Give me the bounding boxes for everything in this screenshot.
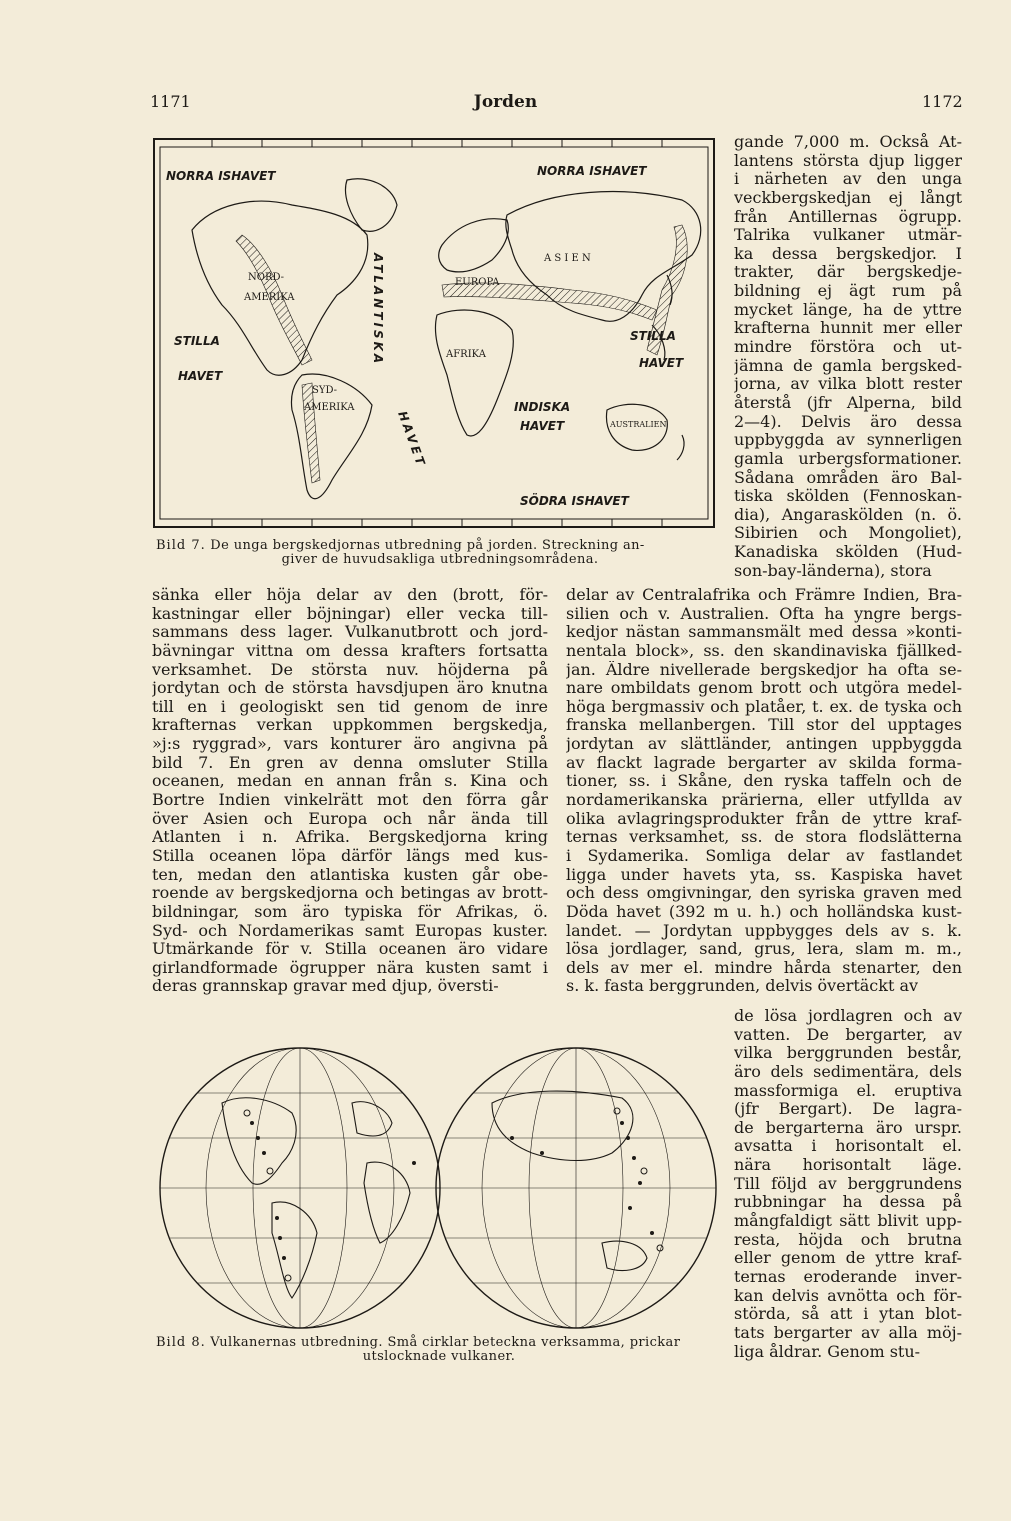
figure-7-caption-text: De unga bergskedjornas utbredning på jorden. Streckning an- (210, 538, 645, 553)
text-line: nära horisontalt läge. (734, 1156, 962, 1175)
text-line: ternas verksamhet, ss. de stora flodslätterna (566, 828, 962, 847)
text-line: oceanen, medan en annan från s. Kina och (152, 772, 548, 791)
figure-7-mountain-map (152, 135, 718, 531)
text-line: höga bergmassiv och platåer, t. ex. de tyska och (566, 697, 962, 716)
label-stilla-west: STILLA (174, 334, 220, 348)
text-right-top (734, 133, 962, 580)
text-line: delar av Centralafrika och Främre Indien, Bra- (566, 586, 962, 604)
label-havet-indian: HAVET (520, 419, 565, 433)
figure-7-caption (156, 539, 724, 567)
text-line: av flackt lagrade bergarter av skilda forma- (566, 753, 962, 772)
label-syd: SYD- (312, 385, 338, 396)
text-line: återstå (jfr Alperna, bild (734, 393, 962, 412)
text-line: de bergarterna äro urspr. (734, 1118, 962, 1137)
text-line: jämna de gamla bergsked- (734, 356, 962, 375)
text-line: resta, höjda och brutna (734, 1230, 962, 1249)
text-line: störda, så att i ytan blot- (734, 1305, 962, 1324)
text-line: deras grannskap gravar med djup, översti- (152, 977, 499, 996)
text-line: till en i geologiskt sen tid genom de inre (152, 697, 548, 716)
page-number-left: 1171 (150, 92, 191, 111)
label-australien: AUSTRALIEN (610, 420, 667, 429)
text-line: över Asien och Europa och når ända till (152, 809, 548, 828)
text-line: son-bay-länderna), stora (734, 561, 932, 580)
text-line: sänka eller höja delar av den (brott, för- (152, 586, 548, 604)
label-europa: EUROPA (455, 277, 500, 288)
text-line: kastningar eller böjningar) eller vecka till- (152, 604, 548, 623)
text-line: bildning ej ägt rum på (734, 282, 962, 301)
text-line: bildningar, som äro typiska för Afrikas, ö. (152, 902, 548, 921)
text-line: ka dessa bergskedjor. I (734, 244, 962, 263)
text-line: tiska skölden (Fennoskan- (734, 487, 962, 506)
text-line: nentala block», ss. den skandinaviska fjällked- (566, 641, 962, 660)
figure-8-volcano-map (152, 1043, 724, 1333)
label-amerika-north: AMERIKA (244, 292, 295, 303)
text-line: Syd- och Nordamerikas samt Europas kuster. (152, 921, 548, 940)
text-line: tats bergarter av alla möj- (734, 1323, 962, 1342)
figure-8-caption-text: Vulkanernas utbredning. Små cirklar beteckna verksamma, prickar (210, 1335, 681, 1350)
label-indiska: INDISKA (514, 400, 571, 414)
text-line: uppbyggda av synnerligen (734, 431, 962, 450)
figure-8-caption-cont: utslocknade vulkaner. (362, 1349, 516, 1364)
text-line: från Antillernas ögrupp. (734, 207, 962, 226)
text-line: Till följd av berggrundens (734, 1174, 962, 1193)
label-norra-ishavet-west: NORRA ISHAVET (166, 169, 276, 183)
text-line: kan delvis avnötta och för- (734, 1286, 962, 1305)
text-line: franska mellanbergen. Till stor del upptages (566, 716, 962, 735)
text-line: ligga under havets yta, ss. Kaspiska havet (566, 865, 962, 884)
text-line: Atlanten i n. Afrika. Bergskedjorna kring (152, 828, 548, 847)
text-line: tioner, ss. i Skåne, den ryska taffeln och de (566, 772, 962, 791)
label-havet-west: HAVET (178, 369, 223, 383)
text-column-left (152, 586, 548, 996)
text-right-bottom (734, 1007, 962, 1361)
label-atlantiska: ATLANTISKA (371, 253, 385, 367)
text-line: Stilla oceanen löpa därför längs med kus- (152, 846, 548, 865)
label-amerika-south: AMERIKA (304, 402, 355, 413)
text-line: vatten. De bergarter, av (734, 1025, 962, 1044)
text-line: dels av mer el. mindre hårda stenarter, den (566, 958, 962, 977)
text-line: krafterna hunnit mer eller (734, 319, 962, 338)
label-norra-ishavet-east: NORRA ISHAVET (537, 164, 647, 178)
text-line: vilka berggrunden består, (734, 1044, 962, 1063)
text-line: i närheten av den unga (734, 170, 962, 189)
figure-7-caption-label: Bild 7. (156, 538, 206, 553)
text-line: lantens största djup ligger (734, 151, 962, 170)
text-line: olika avlagringsprodukter från de yttre kraf- (566, 809, 962, 828)
text-line: mycket länge, ha de yttre (734, 300, 962, 319)
text-line: mindre förstöra och ut- (734, 338, 962, 357)
text-line: jordytan av slättländer, antingen uppbyggda (566, 735, 962, 754)
text-line: nordamerikanska prärierna, eller utfyllda av (566, 791, 962, 810)
text-line: i Sydamerika. Somliga delar av fastlandet (566, 846, 962, 865)
text-line: jorna, av vilka blott rester (734, 375, 962, 394)
text-line: mångfaldigt sätt blivit upp- (734, 1212, 962, 1231)
text-line: ten, medan den atlantiska kusten går obe- (152, 865, 548, 884)
label-nord: NORD- (248, 272, 285, 283)
text-column-middle (566, 586, 962, 996)
text-line: 2—4). Delvis äro dessa (734, 412, 962, 431)
label-sodra-ishavet: SÖDRA ISHAVET (520, 494, 629, 508)
text-line: Döda havet (392 m u. h.) och holländska kust- (566, 902, 962, 921)
text-line: lösa jordlager, sand, grus, lera, slam m. m., (566, 940, 962, 959)
text-line: eller genom de yttre kraf- (734, 1249, 962, 1268)
text-line: (jfr Bergart). De lagra- (734, 1100, 962, 1119)
text-line: bävningar vittna om dessa krafters fortsatta (152, 641, 548, 660)
text-line: veckbergskedjan ej långt (734, 188, 962, 207)
text-line: girlandformade ögrupper nära kusten samt i (152, 958, 548, 977)
text-line: Kanadiska skölden (Hud- (734, 543, 962, 562)
text-line: gamla urbergsformationer. (734, 449, 962, 468)
text-line: dia), Angaraskölden (n. ö. (734, 505, 962, 524)
text-line: bild 7. En gren av denna omsluter Stilla (152, 753, 548, 772)
text-line: Utmärkande för v. Stilla oceanen äro vidare (152, 940, 548, 959)
text-line: landet. — Jordytan uppbygges dels av s. k. (566, 921, 962, 940)
text-line: äro dels sedimentära, dels (734, 1062, 962, 1081)
label-havet-atlantic: HAVET (395, 409, 429, 470)
label-stilla-east: STILLA (630, 329, 676, 343)
label-afrika: AFRIKA (446, 349, 486, 360)
text-line: rubbningar ha dessa på (734, 1193, 962, 1212)
text-line: Bortre Indien vinkelrätt mot den förra går (152, 791, 548, 810)
running-title: Jorden (473, 92, 538, 112)
text-line: de lösa jordlagren och av (734, 1007, 962, 1025)
text-line: Talrika vulkaner utmär- (734, 226, 962, 245)
figure-8-caption (156, 1336, 722, 1364)
text-line: sammans dess lager. Vulkanutbrott och jord- (152, 623, 548, 642)
text-line: nare ombildats genom brott och utgöra medel- (566, 679, 962, 698)
text-line: liga åldrar. Genom stu- (734, 1342, 921, 1361)
text-line: jan. Äldre nivellerade bergskedjor ha ofta se- (566, 660, 962, 679)
label-asien: A S I E N (544, 253, 591, 264)
text-line: verksamhet. De största nuv. höjderna på (152, 660, 548, 679)
text-line: gande 7,000 m. Också At- (734, 133, 962, 151)
text-line: roende av bergskedjorna och betingas av brott- (152, 884, 548, 903)
text-line: kedjor nästan sammansmält med dessa »konti- (566, 623, 962, 642)
text-line: silien och v. Australien. Ofta ha yngre bergs- (566, 604, 962, 623)
figure-8-caption-label: Bild 8. (156, 1335, 206, 1350)
text-line: Sådana områden äro Bal- (734, 468, 962, 487)
text-line: och dess omgivningar, den syriska graven med (566, 884, 962, 903)
text-line: jordytan och de största havsdjupen äro knutna (152, 679, 548, 698)
text-line: trakter, där bergskedje- (734, 263, 962, 282)
text-line: Sibirien och Mongoliet), (734, 524, 962, 543)
text-line: »j:s ryggrad», vars konturer äro angivna på (152, 735, 548, 754)
figure-7-caption-cont: giver de huvudsakliga utbredningsområdena. (281, 552, 599, 567)
page-number-right: 1172 (922, 92, 963, 111)
text-line: ternas eroderande inver- (734, 1267, 962, 1286)
text-line: s. k. fasta berggrunden, delvis övertäckt av (566, 977, 919, 996)
text-line: avsatta i horisontalt el. (734, 1137, 962, 1156)
text-line: krafternas verkan uppkommen bergskedja, (152, 716, 548, 735)
text-line: massformiga el. eruptiva (734, 1081, 962, 1100)
label-havet-east: HAVET (639, 356, 684, 370)
